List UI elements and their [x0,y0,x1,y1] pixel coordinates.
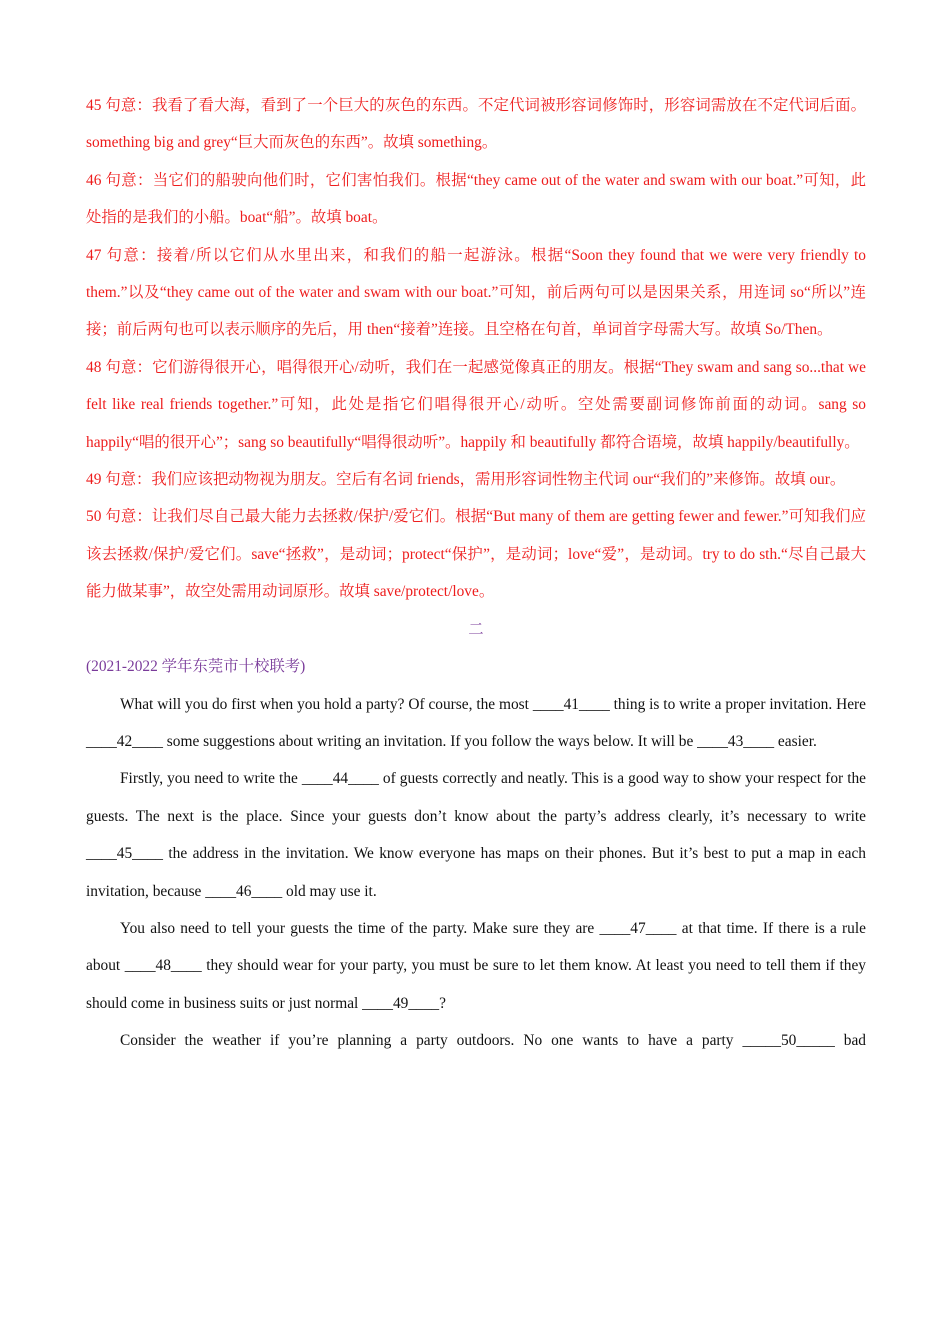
passage-paragraph-4: Consider the weather if you’re planning a party outdoors. No one wants to have a party _____50_____ bad [120,1032,866,1050]
explanation-49: 49 句意：我们应该把动物视为朋友。空后有名词 friends，需用形容词性物主代词 our“我们的”来修饰。故填 our。 [86,471,846,489]
document-page [86,87,866,1060]
passage-paragraph-1: What will you do first when you hold a party? Of course, the most ____41____ thing is to write a proper invitation. Here ____42____ some suggestions about writing an invitation. If you follow the ways below. It will be ____43____ easier. [86,695,866,750]
cloze-passage [86,686,866,1060]
section-number: 二 [468,620,484,638]
passage-source: (2021-2022 学年东莞市十校联考) [86,658,306,676]
answer-explanations [86,87,866,611]
passage-paragraph-3: You also need to tell your guests the time of the party. Make sure they are ____47____ at that time. If there is a rule about ____48____ they should wear for your party, you must be sure to let them know. At least you need to tell them if they should come in business suits or just normal ____49____? [86,919,866,1012]
passage-paragraph-2: Firstly, you need to write the ____44____ of guests correctly and neatly. This is a good way to show your respect for the guests. The next is the place. Since your guests don’t know about the party’s address clearly, it’s necessary to write ____45____ the address in the invitation. We know everyone has maps on their phones. But it’s best to put a map in each invitation, because ____46____ old may use it. [86,770,866,900]
explanation-45: 45 句意：我看了看大海，看到了一个巨大的灰色的东西。不定代词被形容词修饰时，形容词需放在不定代词后面。something big and grey“巨大而灰色的东西”。故填 something。 [86,97,866,152]
explanation-50: 50 句意：让我们尽自己最大能力去拯救/保护/爱它们。根据“But many of them are getting fewer and fewer.”可知我们应该去拯救/保护/爱它们。save“拯救”，是动词；protect“保护”，是动词；love“爱”，是动词。try to do sth.“尽自己最大能力做某事”，故空处需用动词原形。故填 save/protect/love。 [86,508,866,601]
explanation-47: 47 句意：接着/所以它们从水里出来，和我们的船一起游泳。根据“Soon they found that we were very friendly to them.”以及“they came out of the water and swam with our boat.”可知，前后两句可以是因果关系，用连词 so“所以”连接；前后两句也可以表示顺序的先后，用 then“接着”连接。且空格在句首，单词首字母需大写。故填 So/Then。 [86,246,867,339]
explanation-46: 46 句意：当它们的船驶向他们时，它们害怕我们。根据“they came out of the water and swam with our boat.”可知，此处指的是我们的小船。boat“船”。故填 boat。 [86,171,866,227]
explanation-48: 48 句意：它们游得很开心，唱得很开心/动听，我们在一起感觉像真正的朋友。根据“They swam and sang so...that we felt like real friends together.”可知，此处是指它们唱得很开心/动听。空处需要副词修饰前面的动词。sang so happily“唱的很开心”；sang so beautifully“唱得很动听”。happily 和 beautifully 都符合语境，故填 happily/beautifully。 [86,358,866,451]
